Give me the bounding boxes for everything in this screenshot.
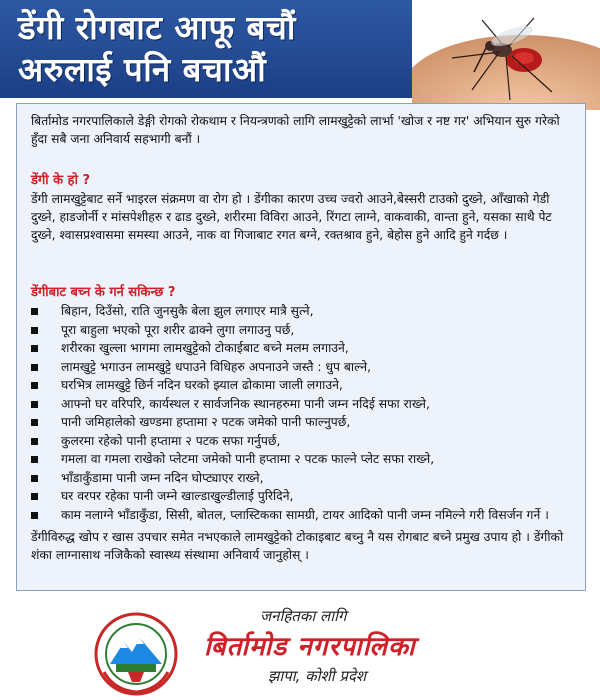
list-item: घरभित्र लामखुट्टे छिर्न नदिन घरको झ्याल ढोकामा जाली लगाउने, [31,376,571,395]
list-item: भाँडाकुँडामा पानी जम्न नदिन घोप्ट्याएर राख्ने, [31,469,571,488]
organization-name: बिर्तामोड नगरपालिका [204,632,416,662]
bullet-icon [31,419,38,426]
dengue-description: डेंगी लामखुट्टेबाट सर्ने भाइरल संक्रमण वा रोग हो । डेंगीका कारण उच्च ज्वरो आउने,बेस्सरी टाउको दुख्ने, आँखाको गेडी दुख्ने, हाडजोर्नी र मांसपेशीहरु र ढाड दुख्ने, शरीरमा विविरा आउने, रिंगटा लाग्ने, वाकवाकी, वान्ता हुने, यसका साथै पेट दुख्ने, श्वासप्रश्वासमा समस्या आउने, नाक वा गिजाबाट रगत बग्ने, रक्तश्राव हुने, बेहोस हुने आदि हुने गर्दछ । [31,192,552,242]
poster-header [0,0,600,98]
section-heading-prevention: डेंगीबाट बच्न के गर्न सकिन्छ ? [31,285,176,300]
list-item: पानी जमिहालेको खण्डमा हप्तामा २ पटक जमेको पानी फाल्नुपर्छ, [31,413,571,432]
list-item: कुलरमा रहेको पानी हप्तामा २ पटक सफा गर्नुपर्छ, [31,432,571,451]
list-item: गमला वा गमला राखेको प्लेटमा जमेको पानी हप्तामा २ पटक फाल्ने प्लेट सफा राख्ने, [31,450,571,469]
list-item: पूरा बाहुला भएको पूरा शरीर ढाक्ने लुगा लगाउनु पर्छ, [31,321,571,340]
list-item: काम नलाग्ने भाँडाकुँडा, सिसी, बोतल, प्लास्टिकका सामग्री, टायर आदिको पानी जम्न नमिल्ने गरी विसर्जन गर्ने । [31,506,571,525]
bullet-icon [31,475,38,482]
closing-paragraph: डेंगीविरुद्ध खोप र खास उपचार समेत नभएकाले लामखुट्टेको टोकाइबाट बच्नु नै यस रोगबाट बच्ने प्रमुख उपाय हो । डेंगीको शंका लाग्नासाथ नजिकैको स्वास्थ्य संस्थामा अनिवार्य जानुहोस् । [31,530,564,562]
list-item: आफ्नो घर वरिपरि, कार्यस्थल र सार्वजनिक स्थानहरुमा पानी जम्न नदिई सफा राख्ने, [31,395,571,414]
section-heading-what-is-dengue: डेंगी के हो ? [31,173,91,188]
list-item: लामखुट्टे भगाउन लामखुट्टे धपाउने विधिहरु अपनाउने जस्तै : धुप बाल्ने, [31,358,571,377]
list-item: घर वरपर रहेका पानी जम्ने खाल्डाखुल्डीलाई पुरिदिने, [31,487,571,506]
list-item: बिहान, दिउँसो, राति जुनसुकै बेला झुल लगाएर मात्रै सुत्ने, [31,302,571,321]
bullet-icon [31,438,38,445]
bullet-icon [31,364,38,371]
footer-caption: जनहितका लागि [260,607,347,625]
bullet-icon [31,456,38,463]
organization-location: झापा, कोशी प्रदेश [268,667,367,685]
mosquito-photo-icon [412,0,600,110]
municipality-emblem-icon [94,612,178,696]
bullet-icon [31,512,38,519]
list-item: शरीरका खुल्ला भागमा लामखुट्टेको टोकाईबाट बच्ने मलम लगाउने, [31,339,571,358]
bullet-icon [31,401,38,408]
bullet-icon [31,493,38,500]
bullet-icon [31,327,38,334]
content-box [16,103,586,591]
title-line-1: डेंगी रोगबाट आफू बचौं [18,8,296,47]
bullet-icon [31,382,38,389]
bullet-icon [31,308,38,315]
title-line-2: अरुलाई पनि बचाऔं [18,50,267,89]
prevention-list [31,302,571,524]
title-banner [0,0,420,98]
bullet-icon [31,345,38,352]
intro-paragraph: बिर्तामोड नगरपालिकाले डेङ्गी रोगको रोकथाम र नियन्त्रणको लागि लामखुट्टेको लार्भा 'खोज र नष्ट गर' अभियान सुरु गरेको हुँदा सबै जना अनिवार्य सहभागी बनौं । [31,114,560,146]
